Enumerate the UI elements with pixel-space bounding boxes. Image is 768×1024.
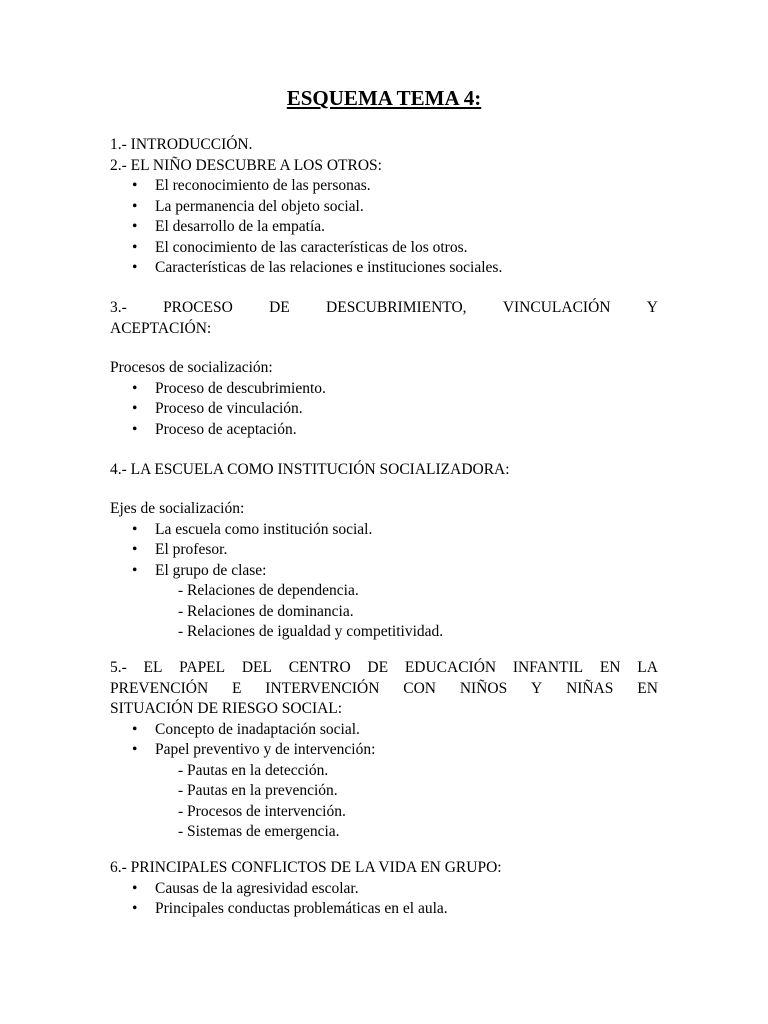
sub-list-item: - Pautas en la prevención. <box>178 782 338 799</box>
bullet-icon: • <box>132 177 138 194</box>
list-item: • El reconocimiento de las personas. <box>110 176 658 197</box>
section-4-sublist <box>110 581 658 643</box>
bullet-icon: • <box>132 197 138 215</box>
sub-list-item: - Sistemas de emergencia. <box>178 823 340 840</box>
list-item: • Características de las relaciones e instituciones sociales. <box>110 258 658 279</box>
section-1-2 <box>110 135 658 279</box>
bullet-icon: • <box>132 879 138 897</box>
bullet-icon: • <box>132 720 138 738</box>
section-5-heading-line1: 5.- EL PAPEL DEL CENTRO DE EDUCACIÓN INFANTIL EN LA <box>110 659 658 676</box>
section-4 <box>110 460 658 481</box>
list-item: • El desarrollo de la empatía. <box>110 217 658 238</box>
list-item: • Papel preventivo y de intervención: <box>110 740 658 761</box>
section-2-heading: 2.- EL NIÑO DESCUBRE A LOS OTROS: <box>110 156 382 174</box>
section-5-sublist <box>110 761 658 843</box>
document-title: ESQUEMA TEMA 4: <box>286 86 482 110</box>
bullet-icon: • <box>132 259 138 276</box>
section-3-body <box>110 358 658 440</box>
list-item: • El grupo de clase: <box>110 561 658 582</box>
document-page <box>110 0 658 1024</box>
list-item: • La permanencia del objeto social. <box>110 197 658 218</box>
bullet-icon: • <box>132 900 138 917</box>
bullet-icon: • <box>132 400 138 417</box>
bullet-icon: • <box>132 379 138 397</box>
section-3-list <box>110 379 658 441</box>
bullet-icon: • <box>132 218 138 235</box>
section-6 <box>110 858 658 920</box>
sub-list-item: - Relaciones de dominancia. <box>178 602 354 620</box>
section-3 <box>110 298 658 339</box>
bullet-icon: • <box>132 520 138 538</box>
section-3-heading-line1: 3.- PROCESO DE DESCUBRIMIENTO, VINCULACIÓN Y <box>110 299 658 316</box>
section-6-list <box>110 879 658 920</box>
list-item: • El profesor. <box>110 540 658 561</box>
section-3-heading-line2: ACEPTACIÓN: <box>110 319 212 337</box>
bullet-icon: • <box>132 741 138 758</box>
sub-list-item: - Relaciones de dependencia. <box>178 582 359 599</box>
sub-list-item: - Relaciones de igualdad y competitividad. <box>178 623 444 640</box>
section-4-list <box>110 520 658 582</box>
list-item: • El conocimiento de las características de los otros. <box>110 238 658 259</box>
section-5-heading-line3: SITUACIÓN DE RIESGO SOCIAL: <box>110 700 343 717</box>
section-1-heading: 1.- INTRODUCCIÓN. <box>110 136 253 153</box>
bullet-icon: • <box>132 561 138 579</box>
sub-list-item: - Pautas en la detección. <box>178 761 329 779</box>
list-item: • Principales conductas problemáticas en el aula. <box>110 899 658 920</box>
list-item: • Proceso de vinculación. <box>110 399 658 420</box>
section-5-list <box>110 720 658 761</box>
list-item: • Proceso de aceptación. <box>110 420 658 441</box>
section-4-heading: 4.- LA ESCUELA COMO INSTITUCIÓN SOCIALIZADORA: <box>110 461 510 478</box>
section-4-body <box>110 499 658 643</box>
list-item: • Causas de la agresividad escolar. <box>110 879 658 900</box>
bullet-icon: • <box>132 238 138 256</box>
section-5-heading-line2: PREVENCIÓN E INTERVENCIÓN CON NIÑOS Y NIÑAS EN <box>110 679 658 697</box>
bullet-icon: • <box>132 541 138 558</box>
section-5 <box>110 658 658 843</box>
bullet-icon: • <box>132 420 138 438</box>
section-4-intro: Ejes de socialización: <box>110 500 245 517</box>
list-item: • Concepto de inadaptación social. <box>110 720 658 741</box>
section-3-intro: Procesos de socialización: <box>110 359 273 376</box>
list-item: • Proceso de descubrimiento. <box>110 379 658 400</box>
list-item: • La escuela como institución social. <box>110 520 658 541</box>
section-6-heading: 6.- PRINCIPALES CONFLICTOS DE LA VIDA EN GRUPO: <box>110 859 502 876</box>
sub-list-item: - Procesos de intervención. <box>178 802 346 820</box>
section-2-list <box>110 176 658 279</box>
